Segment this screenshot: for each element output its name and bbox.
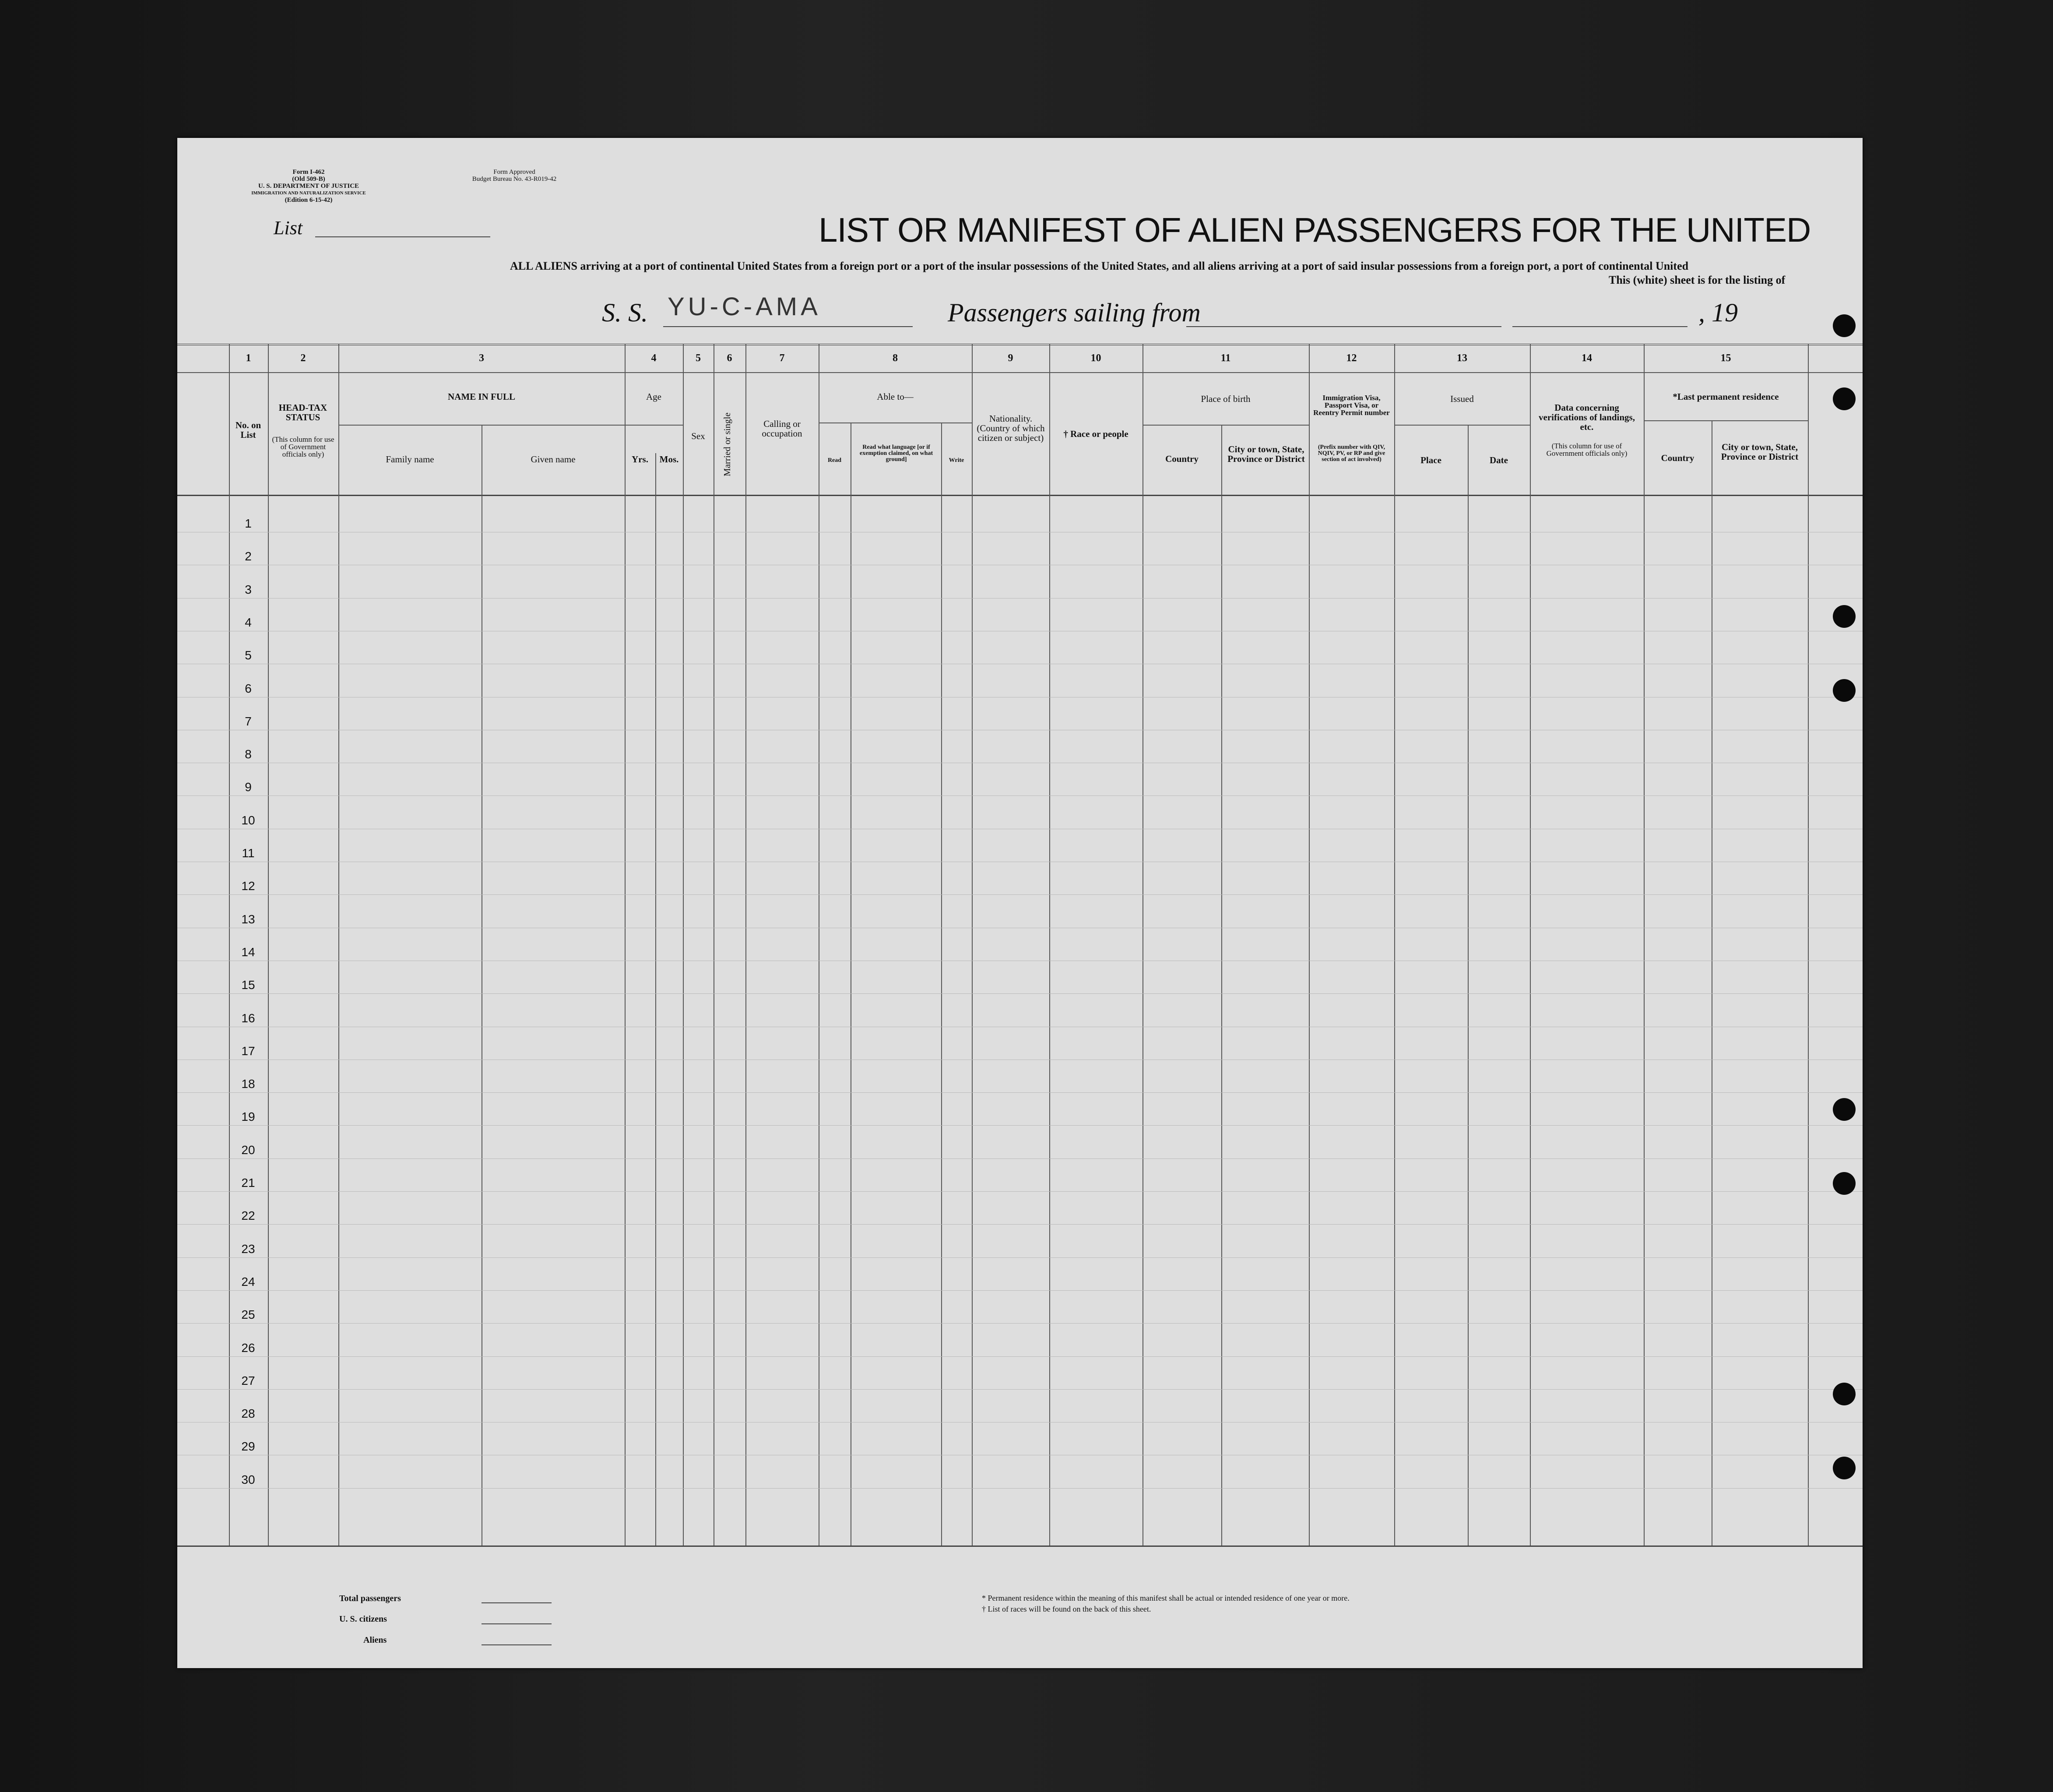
col-line xyxy=(1530,344,1531,1546)
col-line xyxy=(338,344,339,1546)
colnum-10: 10 xyxy=(1090,352,1101,364)
col-line xyxy=(972,344,973,1546)
row-number: 15 xyxy=(241,978,255,992)
header-issued: Issued xyxy=(1450,394,1474,404)
row-number: 13 xyxy=(241,912,255,926)
table-row xyxy=(177,993,1863,994)
col-line xyxy=(655,453,656,1546)
punch-hole xyxy=(1833,314,1856,337)
department: U. S. DEPARTMENT OF JUSTICE xyxy=(258,183,359,190)
header-place-of-birth: Place of birth xyxy=(1201,394,1251,404)
header-birth-city: City or town, State, Province or District xyxy=(1227,444,1305,464)
row-number: 24 xyxy=(241,1274,255,1289)
footer-citizens-line xyxy=(482,1623,552,1624)
edition: (Edition 6-15-42) xyxy=(285,197,333,204)
footer-total-line xyxy=(482,1602,552,1603)
row-number: 28 xyxy=(241,1407,255,1421)
punch-hole xyxy=(1833,679,1856,702)
form-number: Form I-462 xyxy=(292,169,325,176)
date-line xyxy=(1512,326,1687,327)
colnum-6: 6 xyxy=(727,352,732,364)
footer-aliens-label: Aliens xyxy=(363,1635,387,1645)
header-residence-country: Country xyxy=(1661,453,1694,463)
footer-note-residence: * Permanent residence within the meaning of this manifest shall be actual or intended residence of one year or more. xyxy=(982,1594,1350,1602)
header-yrs: Yrs. xyxy=(632,454,648,465)
row-number: 3 xyxy=(245,582,252,596)
table-row xyxy=(177,1125,1863,1126)
colnum-5: 5 xyxy=(696,352,701,364)
row-number: 25 xyxy=(241,1308,255,1322)
row-number: 22 xyxy=(241,1209,255,1223)
name-divider xyxy=(338,425,625,426)
page-title: LIST OR MANIFEST OF ALIEN PASSENGERS FOR THE UNITED xyxy=(819,211,1811,249)
table-top-rule xyxy=(177,344,1863,345)
col-line xyxy=(1049,344,1050,1546)
table-row xyxy=(177,1290,1863,1291)
row-number: 29 xyxy=(241,1440,255,1454)
issued-divider xyxy=(1394,425,1530,426)
sailing-line xyxy=(1186,326,1501,327)
punch-hole xyxy=(1833,1457,1856,1479)
ship-line xyxy=(663,326,913,327)
row-number: 26 xyxy=(241,1341,255,1355)
header-age: Age xyxy=(646,391,661,402)
approved-label: Form Approved xyxy=(493,169,535,176)
ship-prefix: S. S. xyxy=(602,298,648,327)
header-calling: Calling or occupation xyxy=(762,419,802,439)
colnum-14: 14 xyxy=(1582,352,1592,364)
colnum-15: 15 xyxy=(1720,352,1731,364)
col-line xyxy=(1644,344,1645,1546)
col-line xyxy=(1394,344,1395,1546)
col-line xyxy=(1808,344,1809,1546)
col-line xyxy=(1309,344,1310,1546)
col-line xyxy=(625,344,626,1546)
header-verifications: Data concerning verifications of landings, etc. xyxy=(1539,402,1635,432)
ship-name: YU-C-AMA xyxy=(668,292,821,321)
row-number: 14 xyxy=(241,945,255,959)
footer-total-label: Total passengers xyxy=(339,1594,401,1603)
table-row xyxy=(177,1191,1863,1192)
row-number: 30 xyxy=(241,1472,255,1486)
footer-aliens-line xyxy=(482,1644,552,1645)
header-given-name: Given name xyxy=(531,454,576,465)
header-head-tax: HEAD-TAX STATUS xyxy=(278,402,327,422)
header-able-to: Able to— xyxy=(877,391,914,402)
col-line xyxy=(941,422,942,1546)
row-number: 12 xyxy=(241,879,255,893)
table-row xyxy=(177,1389,1863,1390)
list-line xyxy=(315,236,490,237)
row-number: 23 xyxy=(241,1242,255,1256)
row-number: 1 xyxy=(245,517,252,530)
row-number: 9 xyxy=(245,780,252,794)
punch-hole xyxy=(1833,1172,1856,1195)
header-family-name: Family name xyxy=(386,454,434,465)
header-issued-place: Place xyxy=(1420,455,1441,465)
colnum-4: 4 xyxy=(651,352,657,364)
header-bottom-rule xyxy=(177,495,1863,496)
punch-hole xyxy=(1833,605,1856,628)
col-line xyxy=(268,344,269,1546)
colnum-11: 11 xyxy=(1220,352,1231,364)
row-number: 5 xyxy=(245,648,252,662)
age-divider xyxy=(625,425,683,426)
row-number: 16 xyxy=(241,1011,255,1025)
colnum-rule xyxy=(177,372,1863,373)
subtitle: ALL ALIENS arriving at a port of continental United States from a foreign port or a port of the insular possessions of the United States, and all aliens arriving at a port of said insular possessions from a foreign port, a port of continental United xyxy=(510,260,1689,272)
header-name-in-full: NAME IN FULL xyxy=(447,391,515,402)
row-number: 7 xyxy=(245,714,252,728)
table-row xyxy=(177,1323,1863,1324)
punch-hole xyxy=(1833,1383,1856,1405)
header-visa: Immigration Visa, Passport Visa, or Reentry Permit number xyxy=(1313,394,1390,417)
header-last-residence: *Last permanent residence xyxy=(1673,391,1779,402)
birth-divider xyxy=(1143,425,1309,426)
table-bottom-rule xyxy=(177,1546,1863,1547)
col-line xyxy=(1221,425,1222,1546)
header-verifications-note: (This column for use of Government officials only) xyxy=(1546,442,1628,458)
footer-citizens-label: U. S. citizens xyxy=(339,1614,387,1624)
residence-divider xyxy=(1644,420,1808,421)
colnum-13: 13 xyxy=(1457,352,1467,364)
row-number: 18 xyxy=(241,1077,255,1091)
row-number: 8 xyxy=(245,747,252,761)
row-number: 21 xyxy=(241,1176,255,1190)
header-residence-city: City or town, State, Province or District xyxy=(1721,442,1799,462)
row-number: 27 xyxy=(241,1373,255,1387)
row-number: 17 xyxy=(241,1044,255,1058)
colnum-8: 8 xyxy=(893,352,898,364)
able-divider xyxy=(819,422,972,423)
punch-hole xyxy=(1833,1098,1856,1121)
manifest-sheet xyxy=(177,138,1863,1668)
header-birth-country: Country xyxy=(1165,454,1199,464)
header-write: Write xyxy=(949,457,964,464)
row-number: 19 xyxy=(241,1110,255,1124)
colnum-3: 3 xyxy=(479,352,484,364)
header-sex: Sex xyxy=(691,431,705,441)
table-row xyxy=(177,1158,1863,1159)
row-number: 11 xyxy=(242,846,255,860)
year-prefix: , 19 xyxy=(1698,298,1738,327)
subtitle-2: This (white) sheet is for the listing of xyxy=(1609,274,1786,286)
header-race: † Race or people xyxy=(1063,429,1128,439)
row-number: 20 xyxy=(241,1143,255,1157)
form-info xyxy=(243,169,374,204)
list-label: List xyxy=(274,217,303,239)
sailing-label: Passengers sailing from xyxy=(948,298,1201,327)
row-number: 2 xyxy=(245,549,252,563)
row-number: 6 xyxy=(245,681,252,695)
header-read: Read xyxy=(827,457,842,464)
header-head-tax-note: (This column for use of Government officials only) xyxy=(272,435,334,458)
approval-info xyxy=(449,169,580,183)
table-row xyxy=(177,894,1863,895)
table-row xyxy=(177,1224,1863,1225)
form-old-number: (Old 509-B) xyxy=(292,176,325,183)
header-mos: Mos. xyxy=(659,454,679,465)
row-number: 4 xyxy=(245,615,252,629)
punch-hole xyxy=(1833,387,1856,410)
footer-note-races: † List of races will be found on the back of this sheet. xyxy=(982,1605,1151,1613)
service: IMMIGRATION AND NATURALIZATION SERVICE xyxy=(251,190,366,196)
table-row xyxy=(177,1092,1863,1093)
colnum-2: 2 xyxy=(300,352,306,364)
row-number: 10 xyxy=(241,813,255,827)
colnum-12: 12 xyxy=(1346,352,1357,364)
table-row xyxy=(177,1257,1863,1258)
col-line xyxy=(229,344,230,1546)
colnum-1: 1 xyxy=(246,352,251,364)
budget-number: Budget Bureau No. 43-R019-42 xyxy=(472,176,557,183)
colnum-7: 7 xyxy=(779,352,785,364)
colnum-9: 9 xyxy=(1008,352,1013,364)
header-read-language: Read what language [or if exemption claimed, on what ground] xyxy=(859,444,933,463)
col-line xyxy=(683,344,684,1546)
header-nationality: Nationality. (Country of which citizen or subject) xyxy=(977,413,1045,443)
header-no-on-list: No. on List xyxy=(235,420,261,440)
col-line xyxy=(745,344,746,1546)
col-line xyxy=(1468,425,1469,1546)
table-row xyxy=(177,598,1863,599)
header-married-single: Married or single xyxy=(722,412,732,476)
table-row xyxy=(177,1356,1863,1357)
table-row xyxy=(177,1488,1863,1489)
header-issued-date: Date xyxy=(1490,455,1508,465)
header-visa-note: (Prefix number with QIV, NQIV, PV, or RP and give section of act involved) xyxy=(1318,444,1385,463)
